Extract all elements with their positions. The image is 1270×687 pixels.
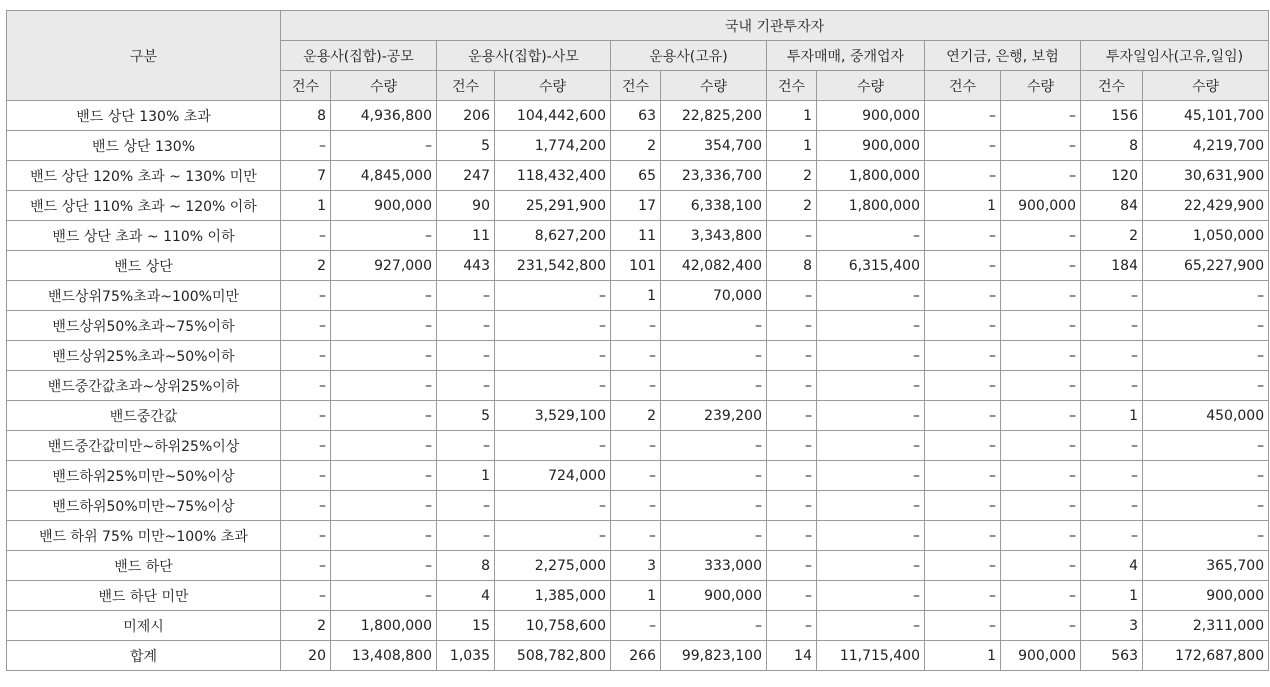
cell-count: – bbox=[611, 611, 661, 641]
row-label: 밴드중간값미만~하위25%이상 bbox=[7, 431, 281, 461]
header-count: 건수 bbox=[925, 71, 1001, 101]
cell-count: – bbox=[925, 131, 1001, 161]
cell-quantity: – bbox=[1001, 431, 1081, 461]
cell-quantity: 450,000 bbox=[1143, 401, 1269, 431]
cell-quantity: 172,687,800 bbox=[1143, 641, 1269, 671]
cell-count: 1 bbox=[1081, 581, 1143, 611]
cell-quantity: 3,343,800 bbox=[661, 221, 767, 251]
table-row bbox=[7, 521, 1269, 551]
row-label: 밴드 상단 120% 초과 ~ 130% 미만 bbox=[7, 161, 281, 191]
cell-count: – bbox=[925, 521, 1001, 551]
cell-count: 3 bbox=[1081, 611, 1143, 641]
cell-count: 14 bbox=[767, 641, 817, 671]
cell-quantity: 927,000 bbox=[331, 251, 437, 281]
cell-count: – bbox=[925, 551, 1001, 581]
header-investor-type: 연기금, 은행, 보험 bbox=[925, 41, 1081, 71]
cell-count: 206 bbox=[437, 101, 495, 131]
cell-quantity: 333,000 bbox=[661, 551, 767, 581]
cell-quantity: – bbox=[817, 521, 925, 551]
table-row bbox=[7, 611, 1269, 641]
cell-quantity: – bbox=[817, 431, 925, 461]
cell-quantity: 22,825,200 bbox=[661, 101, 767, 131]
cell-quantity: – bbox=[331, 341, 437, 371]
cell-count: – bbox=[611, 431, 661, 461]
cell-count: 1 bbox=[925, 641, 1001, 671]
cell-count: – bbox=[767, 341, 817, 371]
table-row bbox=[7, 221, 1269, 251]
table-row bbox=[7, 191, 1269, 221]
cell-quantity: 231,542,800 bbox=[495, 251, 611, 281]
cell-count: – bbox=[437, 341, 495, 371]
cell-quantity: 104,442,600 bbox=[495, 101, 611, 131]
cell-quantity: – bbox=[495, 491, 611, 521]
cell-count: 2 bbox=[281, 251, 331, 281]
cell-quantity: 23,336,700 bbox=[661, 161, 767, 191]
cell-count: – bbox=[925, 491, 1001, 521]
row-label: 밴드중간값 bbox=[7, 401, 281, 431]
cell-quantity: – bbox=[495, 521, 611, 551]
cell-count: – bbox=[611, 311, 661, 341]
cell-quantity: – bbox=[1001, 581, 1081, 611]
table-row bbox=[7, 101, 1269, 131]
cell-count: 1 bbox=[767, 131, 817, 161]
cell-quantity: – bbox=[661, 431, 767, 461]
cell-quantity: 70,000 bbox=[661, 281, 767, 311]
header-count: 건수 bbox=[1081, 71, 1143, 101]
header-investor-type: 운용사(집합)-공모 bbox=[281, 41, 437, 71]
cell-count: – bbox=[925, 311, 1001, 341]
cell-quantity: – bbox=[495, 281, 611, 311]
cell-quantity: 4,845,000 bbox=[331, 161, 437, 191]
table-row bbox=[7, 641, 1269, 671]
cell-quantity: – bbox=[1143, 521, 1269, 551]
cell-count: – bbox=[767, 401, 817, 431]
cell-count: 1,035 bbox=[437, 641, 495, 671]
cell-quantity: – bbox=[1001, 131, 1081, 161]
row-label: 밴드상위50%초과~75%이하 bbox=[7, 311, 281, 341]
cell-quantity: – bbox=[331, 581, 437, 611]
header-row-group bbox=[7, 11, 1269, 41]
cell-quantity: 4,219,700 bbox=[1143, 131, 1269, 161]
cell-quantity: – bbox=[817, 491, 925, 521]
cell-quantity: 2,311,000 bbox=[1143, 611, 1269, 641]
cell-count: – bbox=[281, 551, 331, 581]
cell-count: 11 bbox=[437, 221, 495, 251]
cell-count: 15 bbox=[437, 611, 495, 641]
table-row bbox=[7, 431, 1269, 461]
cell-count: – bbox=[925, 431, 1001, 461]
cell-count: 2 bbox=[767, 191, 817, 221]
cell-quantity: 22,429,900 bbox=[1143, 191, 1269, 221]
cell-quantity: – bbox=[661, 611, 767, 641]
cell-quantity: – bbox=[1001, 461, 1081, 491]
cell-quantity: 10,758,600 bbox=[495, 611, 611, 641]
cell-quantity: 11,715,400 bbox=[817, 641, 925, 671]
cell-quantity: 354,700 bbox=[661, 131, 767, 161]
cell-count: – bbox=[767, 461, 817, 491]
cell-quantity: – bbox=[1001, 341, 1081, 371]
cell-quantity: 13,408,800 bbox=[331, 641, 437, 671]
cell-count: – bbox=[611, 491, 661, 521]
cell-quantity: – bbox=[331, 281, 437, 311]
demand-forecast-table-container bbox=[6, 10, 1269, 671]
row-label: 밴드상위25%초과~50%이하 bbox=[7, 341, 281, 371]
cell-count: 2 bbox=[611, 131, 661, 161]
cell-count: – bbox=[925, 581, 1001, 611]
cell-count: – bbox=[767, 431, 817, 461]
cell-quantity: 30,631,900 bbox=[1143, 161, 1269, 191]
demand-forecast-table bbox=[6, 10, 1269, 671]
cell-count: – bbox=[437, 521, 495, 551]
cell-count: 563 bbox=[1081, 641, 1143, 671]
cell-quantity: 1,774,200 bbox=[495, 131, 611, 161]
cell-count: – bbox=[611, 341, 661, 371]
table-row bbox=[7, 581, 1269, 611]
row-label: 밴드 상단 초과 ~ 110% 이하 bbox=[7, 221, 281, 251]
cell-quantity: – bbox=[1143, 281, 1269, 311]
cell-count: 120 bbox=[1081, 161, 1143, 191]
cell-quantity: 45,101,700 bbox=[1143, 101, 1269, 131]
header-investor-type: 운용사(집합)-사모 bbox=[437, 41, 611, 71]
cell-quantity: 239,200 bbox=[661, 401, 767, 431]
cell-count: 17 bbox=[611, 191, 661, 221]
cell-count: – bbox=[767, 281, 817, 311]
cell-count: 1 bbox=[437, 461, 495, 491]
cell-quantity: – bbox=[1001, 371, 1081, 401]
cell-quantity: – bbox=[1001, 491, 1081, 521]
cell-count: 184 bbox=[1081, 251, 1143, 281]
cell-count: – bbox=[611, 371, 661, 401]
cell-quantity: – bbox=[1143, 341, 1269, 371]
row-label: 밴드 상단 110% 초과 ~ 120% 이하 bbox=[7, 191, 281, 221]
cell-count: 1 bbox=[611, 281, 661, 311]
cell-quantity: – bbox=[1143, 491, 1269, 521]
cell-count: 8 bbox=[281, 101, 331, 131]
cell-quantity: 8,627,200 bbox=[495, 221, 611, 251]
cell-count: – bbox=[281, 461, 331, 491]
cell-count: 63 bbox=[611, 101, 661, 131]
row-label: 밴드 하단 bbox=[7, 551, 281, 581]
cell-quantity: – bbox=[331, 221, 437, 251]
cell-quantity: – bbox=[661, 461, 767, 491]
cell-quantity: – bbox=[817, 461, 925, 491]
cell-count: 4 bbox=[437, 581, 495, 611]
cell-quantity: – bbox=[661, 371, 767, 401]
cell-count: – bbox=[1081, 491, 1143, 521]
cell-quantity: – bbox=[661, 341, 767, 371]
cell-quantity: 25,291,900 bbox=[495, 191, 611, 221]
table-row bbox=[7, 371, 1269, 401]
cell-quantity: – bbox=[1001, 551, 1081, 581]
cell-count: – bbox=[767, 491, 817, 521]
cell-count: 7 bbox=[281, 161, 331, 191]
cell-count: – bbox=[925, 371, 1001, 401]
row-label: 밴드중간값초과~상위25%이하 bbox=[7, 371, 281, 401]
cell-count: – bbox=[925, 611, 1001, 641]
cell-count: 20 bbox=[281, 641, 331, 671]
cell-quantity: – bbox=[331, 551, 437, 581]
cell-quantity: – bbox=[1001, 251, 1081, 281]
cell-count: 101 bbox=[611, 251, 661, 281]
row-label: 밴드 하위 75% 미만~100% 초과 bbox=[7, 521, 281, 551]
cell-quantity: – bbox=[817, 371, 925, 401]
cell-quantity: – bbox=[661, 311, 767, 341]
cell-quantity: – bbox=[1001, 611, 1081, 641]
row-label: 합계 bbox=[7, 641, 281, 671]
table-row bbox=[7, 461, 1269, 491]
cell-count: – bbox=[925, 401, 1001, 431]
cell-count: – bbox=[1081, 371, 1143, 401]
cell-quantity: 1,800,000 bbox=[331, 611, 437, 641]
cell-quantity: – bbox=[1143, 311, 1269, 341]
table-row bbox=[7, 311, 1269, 341]
cell-count: – bbox=[437, 371, 495, 401]
cell-quantity: 508,782,800 bbox=[495, 641, 611, 671]
cell-quantity: 3,529,100 bbox=[495, 401, 611, 431]
table-row bbox=[7, 131, 1269, 161]
cell-count: 1 bbox=[1081, 401, 1143, 431]
cell-quantity: – bbox=[1001, 161, 1081, 191]
cell-quantity: 42,082,400 bbox=[661, 251, 767, 281]
cell-count: – bbox=[281, 371, 331, 401]
cell-count: – bbox=[925, 281, 1001, 311]
cell-quantity: – bbox=[817, 281, 925, 311]
cell-quantity: – bbox=[331, 491, 437, 521]
cell-quantity: – bbox=[331, 311, 437, 341]
cell-count: – bbox=[925, 221, 1001, 251]
cell-quantity: 4,936,800 bbox=[331, 101, 437, 131]
cell-count: 8 bbox=[437, 551, 495, 581]
cell-quantity: – bbox=[331, 401, 437, 431]
cell-quantity: – bbox=[1001, 281, 1081, 311]
cell-count: – bbox=[1081, 431, 1143, 461]
cell-quantity: 900,000 bbox=[817, 131, 925, 161]
cell-quantity: – bbox=[1143, 431, 1269, 461]
cell-count: 156 bbox=[1081, 101, 1143, 131]
cell-quantity: 6,338,100 bbox=[661, 191, 767, 221]
header-quantity: 수량 bbox=[1001, 71, 1081, 101]
cell-quantity: – bbox=[817, 611, 925, 641]
header-count: 건수 bbox=[611, 71, 661, 101]
cell-count: 247 bbox=[437, 161, 495, 191]
header-quantity: 수량 bbox=[495, 71, 611, 101]
cell-count: 8 bbox=[1081, 131, 1143, 161]
cell-count: – bbox=[767, 371, 817, 401]
cell-quantity: 6,315,400 bbox=[817, 251, 925, 281]
cell-count: 5 bbox=[437, 401, 495, 431]
cell-count: 2 bbox=[1081, 221, 1143, 251]
header-count: 건수 bbox=[767, 71, 817, 101]
cell-count: – bbox=[767, 221, 817, 251]
header-investor-type: 운용사(고유) bbox=[611, 41, 767, 71]
cell-quantity: – bbox=[817, 401, 925, 431]
cell-count: – bbox=[611, 521, 661, 551]
cell-count: – bbox=[281, 581, 331, 611]
cell-count: – bbox=[767, 611, 817, 641]
cell-quantity: 2,275,000 bbox=[495, 551, 611, 581]
cell-count: – bbox=[281, 431, 331, 461]
cell-quantity: – bbox=[331, 461, 437, 491]
cell-quantity: – bbox=[817, 221, 925, 251]
cell-count: – bbox=[611, 461, 661, 491]
cell-quantity: – bbox=[331, 131, 437, 161]
cell-count: – bbox=[281, 341, 331, 371]
cell-quantity: 1,800,000 bbox=[817, 191, 925, 221]
cell-quantity: – bbox=[817, 551, 925, 581]
row-label: 밴드상위75%초과~100%미만 bbox=[7, 281, 281, 311]
cell-count: 8 bbox=[767, 251, 817, 281]
header-investor-type: 투자매매, 중개업자 bbox=[767, 41, 925, 71]
cell-quantity: – bbox=[331, 371, 437, 401]
cell-count: – bbox=[1081, 461, 1143, 491]
cell-quantity: 1,800,000 bbox=[817, 161, 925, 191]
cell-quantity: – bbox=[661, 521, 767, 551]
cell-quantity: 900,000 bbox=[661, 581, 767, 611]
header-category: 구분 bbox=[7, 11, 281, 101]
cell-count: 2 bbox=[767, 161, 817, 191]
cell-count: – bbox=[437, 431, 495, 461]
cell-count: – bbox=[281, 401, 331, 431]
cell-count: – bbox=[437, 311, 495, 341]
cell-count: 11 bbox=[611, 221, 661, 251]
cell-quantity: 900,000 bbox=[1001, 641, 1081, 671]
cell-quantity: – bbox=[1143, 371, 1269, 401]
cell-count: – bbox=[1081, 341, 1143, 371]
header-quantity: 수량 bbox=[1143, 71, 1269, 101]
cell-quantity: 724,000 bbox=[495, 461, 611, 491]
cell-count: 1 bbox=[611, 581, 661, 611]
cell-quantity: – bbox=[495, 341, 611, 371]
cell-count: – bbox=[925, 341, 1001, 371]
cell-quantity: – bbox=[1001, 221, 1081, 251]
cell-count: – bbox=[281, 281, 331, 311]
table-row bbox=[7, 161, 1269, 191]
cell-count: – bbox=[437, 281, 495, 311]
cell-quantity: 900,000 bbox=[1001, 191, 1081, 221]
header-domestic-institutional: 국내 기관투자자 bbox=[281, 11, 1269, 41]
cell-count: – bbox=[281, 491, 331, 521]
cell-count: – bbox=[281, 131, 331, 161]
cell-quantity: – bbox=[331, 521, 437, 551]
cell-quantity: – bbox=[495, 311, 611, 341]
cell-count: – bbox=[767, 581, 817, 611]
cell-count: 1 bbox=[925, 191, 1001, 221]
cell-quantity: 65,227,900 bbox=[1143, 251, 1269, 281]
cell-quantity: – bbox=[1001, 101, 1081, 131]
cell-count: 266 bbox=[611, 641, 661, 671]
header-count: 건수 bbox=[437, 71, 495, 101]
cell-count: – bbox=[925, 251, 1001, 281]
cell-quantity: 900,000 bbox=[1143, 581, 1269, 611]
row-label: 밴드 상단 130% bbox=[7, 131, 281, 161]
cell-count: 84 bbox=[1081, 191, 1143, 221]
cell-count: – bbox=[767, 521, 817, 551]
cell-quantity: – bbox=[495, 431, 611, 461]
cell-quantity: 900,000 bbox=[331, 191, 437, 221]
cell-count: 1 bbox=[767, 101, 817, 131]
cell-quantity: – bbox=[817, 341, 925, 371]
table-row bbox=[7, 341, 1269, 371]
row-label: 밴드 하단 미만 bbox=[7, 581, 281, 611]
row-label: 미제시 bbox=[7, 611, 281, 641]
table-row bbox=[7, 281, 1269, 311]
table-row bbox=[7, 551, 1269, 581]
row-label: 밴드하위25%미만~50%이상 bbox=[7, 461, 281, 491]
row-label: 밴드 상단 bbox=[7, 251, 281, 281]
cell-quantity: – bbox=[331, 431, 437, 461]
cell-count: 5 bbox=[437, 131, 495, 161]
cell-count: 443 bbox=[437, 251, 495, 281]
cell-quantity: – bbox=[1001, 401, 1081, 431]
header-quantity: 수량 bbox=[331, 71, 437, 101]
cell-quantity: – bbox=[661, 491, 767, 521]
table-row bbox=[7, 401, 1269, 431]
header-investor-type: 투자일임사(고유,일임) bbox=[1081, 41, 1269, 71]
table-row bbox=[7, 491, 1269, 521]
row-label: 밴드하위50%미만~75%이상 bbox=[7, 491, 281, 521]
cell-quantity: 1,050,000 bbox=[1143, 221, 1269, 251]
header-quantity: 수량 bbox=[661, 71, 767, 101]
cell-quantity: 118,432,400 bbox=[495, 161, 611, 191]
cell-count: – bbox=[925, 101, 1001, 131]
cell-quantity: – bbox=[1143, 461, 1269, 491]
cell-quantity: 1,385,000 bbox=[495, 581, 611, 611]
cell-count: – bbox=[767, 311, 817, 341]
cell-quantity: – bbox=[817, 311, 925, 341]
cell-count: – bbox=[1081, 281, 1143, 311]
cell-count: – bbox=[767, 551, 817, 581]
cell-count: 90 bbox=[437, 191, 495, 221]
cell-count: 2 bbox=[281, 611, 331, 641]
cell-count: 3 bbox=[611, 551, 661, 581]
cell-count: – bbox=[281, 311, 331, 341]
header-count: 건수 bbox=[281, 71, 331, 101]
cell-quantity: – bbox=[817, 581, 925, 611]
cell-quantity: 365,700 bbox=[1143, 551, 1269, 581]
table-row bbox=[7, 251, 1269, 281]
cell-count: 1 bbox=[281, 191, 331, 221]
cell-count: – bbox=[1081, 311, 1143, 341]
cell-quantity: – bbox=[1001, 521, 1081, 551]
cell-quantity: 900,000 bbox=[817, 101, 925, 131]
cell-count: – bbox=[281, 221, 331, 251]
cell-quantity: – bbox=[1001, 311, 1081, 341]
cell-count: 65 bbox=[611, 161, 661, 191]
header-quantity: 수량 bbox=[817, 71, 925, 101]
cell-count: – bbox=[437, 491, 495, 521]
cell-count: – bbox=[925, 461, 1001, 491]
cell-quantity: 99,823,100 bbox=[661, 641, 767, 671]
cell-count: 2 bbox=[611, 401, 661, 431]
cell-count: 4 bbox=[1081, 551, 1143, 581]
cell-quantity: – bbox=[495, 371, 611, 401]
cell-count: – bbox=[1081, 521, 1143, 551]
cell-count: – bbox=[281, 521, 331, 551]
cell-count: – bbox=[925, 161, 1001, 191]
row-label: 밴드 상단 130% 초과 bbox=[7, 101, 281, 131]
